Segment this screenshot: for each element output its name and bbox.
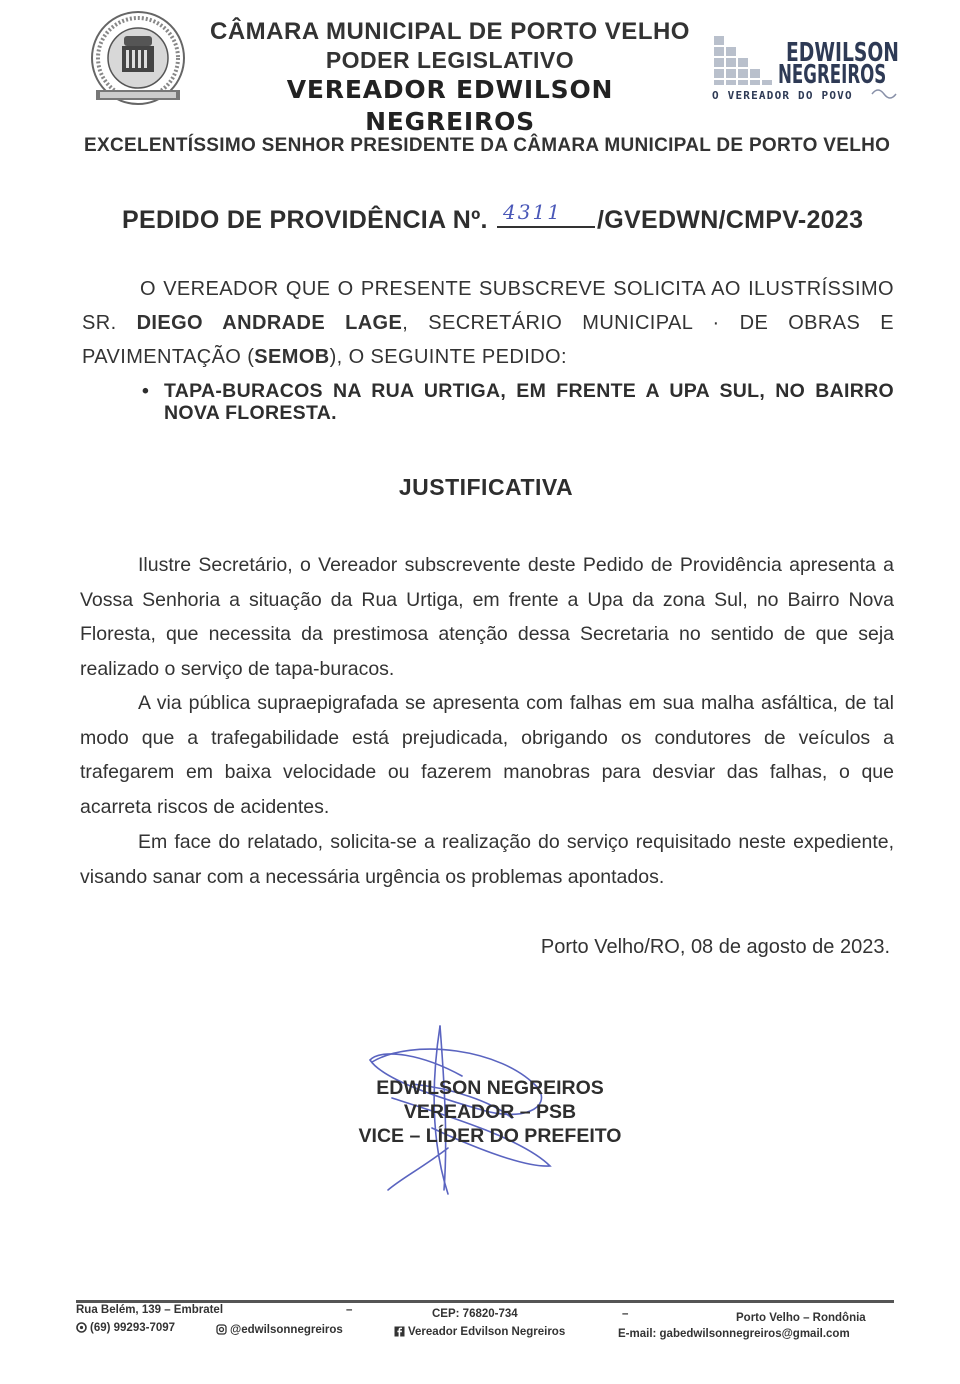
- signer-title: VICE – LÍDER DO PREFEITO: [358, 1125, 622, 1147]
- footer-instagram: [216, 1324, 343, 1336]
- signer-name: EDWILSON NEGREIROS: [376, 1077, 604, 1099]
- facebook-icon: [394, 1326, 405, 1337]
- paragraph-text: A via pública supraepigrafada se apresenta com falhas em sua malha asfáltica, de tal modo que a trafegabilidade está prejudicada, obrigando os condutores de veículos a trafegarem em baixa velocidade ou fazerem manobras para desviar das falhas, o que acarreta riscos de acidentes.: [80, 692, 894, 818]
- order-number-line: [122, 200, 864, 235]
- signer-role: VEREADOR – PSB: [403, 1101, 577, 1123]
- signature-block: [330, 1076, 650, 1148]
- justification-paragraph-3: [80, 825, 894, 894]
- document-date: Porto Velho/RO, 08 de agosto de 2023.: [540, 936, 890, 958]
- order-number-blank: [497, 200, 595, 228]
- paragraph-text: Ilustre Secretário, o Vereador subscrevente deste Pedido de Providência apresenta a Vossa Senhoria a situação da Rua Urtiga, em frente a Upa da zona Sul, no Bairro Nova Floresta, que necessita da prestimosa atenção dessa Secretaria no sentido de que seja realizado o serviço de tapa-buracos.: [80, 554, 894, 680]
- camara-seal-icon: [86, 10, 190, 110]
- facebook-name: Vereador Edvilson Negreiros: [408, 1326, 566, 1338]
- secretary-name: DIEGO ANDRADE LAGE: [136, 312, 403, 334]
- phone-number: (69) 99293-7097: [90, 1322, 176, 1334]
- instagram-handle: @edwilsonnegreiros: [230, 1324, 343, 1336]
- logo-tagline: O VEREADOR DO POVO: [712, 89, 853, 102]
- intro-text-2: , SECRETÁRIO MUNICIPAL · DE OBRAS E PAVIMENTAÇÃO (: [82, 312, 894, 368]
- justification-paragraph-1: [80, 548, 894, 686]
- intro-text-1: O VEREADOR QUE O PRESENTE SUBSCREVE SOLICITA AO ILUSTRÍSSIMO SR.: [82, 278, 894, 334]
- handwritten-number: 4311: [503, 200, 562, 224]
- order-prefix: PEDIDO DE PROVIDÊNCIA Nº.: [122, 206, 488, 234]
- footer-phone: [76, 1322, 175, 1334]
- footer-divider: [76, 1300, 894, 1303]
- footer-separator: –: [622, 1308, 629, 1320]
- list-item: TAPA-BURACOS NA RUA URTIGA, EM FRENTE A UPA SUL, NO BAIRRO NOVA FLORESTA.: [164, 380, 894, 424]
- instagram-icon: [216, 1324, 227, 1335]
- footer-facebook: [394, 1326, 565, 1338]
- salutation: EXCELENTÍSSIMO SENHOR PRESIDENTE DA CÂMARA MUNICIPAL DE PORTO VELHO: [84, 135, 891, 156]
- footer-separator: –: [346, 1304, 353, 1316]
- footer-email: E-mail: gabedwilsonnegreiros@gmail.com: [618, 1328, 850, 1340]
- paragraph-text: Em face do relatado, solicita-se a realização do serviço requisitado neste expediente, visando sanar com a necessária urgência os problemas apontados.: [80, 831, 894, 888]
- intro-text-3: ), O SEGUINTE PEDIDO:: [329, 346, 567, 368]
- logo-name-first: EDWILSON: [786, 38, 899, 68]
- agency-acronym: SEMOB: [254, 346, 330, 368]
- footer-cep: CEP: 76820-734: [432, 1308, 518, 1320]
- bullet-icon: •: [142, 380, 149, 402]
- justification-paragraph-2: [80, 686, 894, 824]
- header-chamber: CÂMARA MUNICIPAL DE PORTO VELHO: [210, 18, 690, 45]
- logo-name-last: NEGREIROS: [778, 60, 887, 90]
- footer-address: Rua Belém, 139 – Embratel: [76, 1304, 224, 1316]
- intro-paragraph: [82, 272, 894, 374]
- letterhead: [200, 18, 700, 138]
- header-branch: PODER LEGISLATIVO: [325, 47, 575, 73]
- order-suffix: /GVEDWN/CMPV-2023: [597, 206, 864, 234]
- footer-city: Porto Velho – Rondônia: [736, 1312, 866, 1324]
- header-councilor: VEREADOR EDWILSON NEGREIROS: [286, 75, 614, 136]
- whatsapp-icon: [76, 1322, 87, 1333]
- justification-title: JUSTIFICATIVA: [398, 474, 574, 500]
- request-list: [142, 380, 894, 424]
